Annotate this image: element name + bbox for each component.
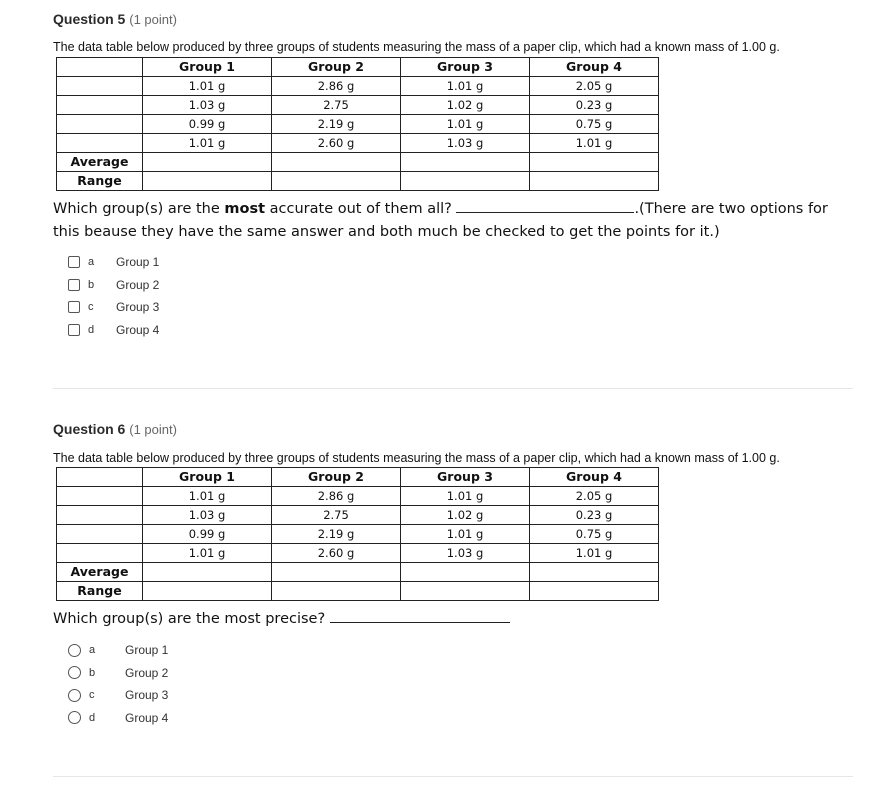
question-points: (1 point) xyxy=(129,12,177,27)
table-cell xyxy=(272,172,401,191)
table-row-average xyxy=(57,153,659,172)
checkbox[interactable] xyxy=(68,279,80,291)
table-header-cell: Group 2 xyxy=(272,58,401,77)
row-label-average: Average xyxy=(57,153,143,172)
table-cell: 2.19 g xyxy=(272,115,401,134)
table-cell: 1.01 g xyxy=(143,544,272,563)
option-d[interactable] xyxy=(68,707,168,730)
option-c[interactable] xyxy=(68,296,159,319)
table-cell xyxy=(57,525,143,544)
data-table xyxy=(56,467,659,601)
table-cell xyxy=(530,172,659,191)
table-header-cell: Group 1 xyxy=(143,468,272,487)
question-prompt xyxy=(53,608,843,631)
table-cell: 1.01 g xyxy=(143,487,272,506)
table-cell: 1.01 g xyxy=(401,487,530,506)
option-d[interactable] xyxy=(68,319,159,342)
prompt-tail: .(There are two options for this beause they have the same answer and both much be checked to get the points for it.) xyxy=(53,201,828,240)
radio-button[interactable] xyxy=(68,666,81,679)
prompt-text: Which group(s) are the most precise? xyxy=(53,611,326,627)
table-cell: 1.02 g xyxy=(401,506,530,525)
option-letter: a xyxy=(88,256,95,269)
table-cell xyxy=(57,77,143,96)
option-label: Group 2 xyxy=(125,665,169,680)
table-cell xyxy=(57,544,143,563)
row-label-range: Range xyxy=(57,582,143,601)
table-cell xyxy=(272,153,401,172)
option-label: Group 1 xyxy=(116,255,160,270)
table-cell: 2.86 g xyxy=(272,487,401,506)
table-cell xyxy=(401,153,530,172)
table-cell xyxy=(143,153,272,172)
table-row xyxy=(57,77,659,96)
row-label-range: Range xyxy=(57,172,143,191)
table-cell: 2.19 g xyxy=(272,525,401,544)
radio-button[interactable] xyxy=(68,689,81,702)
table-cell: 1.01 g xyxy=(401,77,530,96)
table-cell: 2.75 xyxy=(272,506,401,525)
option-letter: a xyxy=(89,644,96,657)
checkbox[interactable] xyxy=(68,324,80,336)
question-intro: The data table below produced by three groups of students measuring the mass of a paper clip, which had a known mass of 1.00 g. xyxy=(53,451,780,465)
table-row xyxy=(57,115,659,134)
table-cell xyxy=(57,506,143,525)
option-label: Group 3 xyxy=(116,300,160,315)
option-b[interactable] xyxy=(68,662,168,685)
table-header-cell xyxy=(57,468,143,487)
table-row-average xyxy=(57,563,659,582)
table-cell xyxy=(401,172,530,191)
option-label: Group 4 xyxy=(125,710,169,725)
table-row xyxy=(57,525,659,544)
table-row-range xyxy=(57,172,659,191)
table-cell xyxy=(57,134,143,153)
table-cell xyxy=(57,487,143,506)
table-cell: 2.86 g xyxy=(272,77,401,96)
table-cell: 1.03 g xyxy=(401,134,530,153)
question-number: Question 5 xyxy=(53,11,126,27)
table-cell: 0.75 g xyxy=(530,115,659,134)
option-a[interactable] xyxy=(68,639,168,662)
question-intro: The data table below produced by three groups of students measuring the mass of a paper clip, which had a known mass of 1.00 g. xyxy=(53,40,780,54)
table-cell xyxy=(57,115,143,134)
option-letter: c xyxy=(88,301,94,314)
question-header xyxy=(53,421,177,437)
table-header-cell: Group 3 xyxy=(401,58,530,77)
option-label: Group 4 xyxy=(116,322,160,337)
question-divider xyxy=(53,776,853,777)
answer-options xyxy=(68,639,168,729)
option-b[interactable] xyxy=(68,274,159,297)
prompt-text: accurate out of them all? xyxy=(265,201,452,217)
data-table xyxy=(56,57,659,191)
option-letter: c xyxy=(89,689,95,702)
table-header-cell: Group 4 xyxy=(530,58,659,77)
option-label: Group 2 xyxy=(116,277,160,292)
table-row xyxy=(57,506,659,525)
table-header-cell xyxy=(57,58,143,77)
table-cell xyxy=(57,96,143,115)
table-header-cell: Group 2 xyxy=(272,468,401,487)
table-row xyxy=(57,544,659,563)
table-cell xyxy=(530,153,659,172)
table-cell: 1.01 g xyxy=(530,544,659,563)
table-cell xyxy=(272,563,401,582)
option-letter: d xyxy=(88,323,95,336)
table-cell: 2.05 g xyxy=(530,487,659,506)
table-cell: 1.02 g xyxy=(401,96,530,115)
table-cell: 1.03 g xyxy=(401,544,530,563)
table-cell: 0.99 g xyxy=(143,115,272,134)
answer-blank xyxy=(456,198,634,213)
option-letter: b xyxy=(89,666,96,679)
radio-button[interactable] xyxy=(68,644,81,657)
option-letter: d xyxy=(89,711,96,724)
answer-blank xyxy=(330,608,510,623)
question-points: (1 point) xyxy=(129,422,177,437)
table-row xyxy=(57,134,659,153)
table-cell: 2.60 g xyxy=(272,544,401,563)
option-label: Group 1 xyxy=(125,643,169,658)
question-divider xyxy=(53,388,853,389)
table-header-row xyxy=(57,58,659,77)
question-prompt xyxy=(53,198,843,244)
table-cell: 1.01 g xyxy=(401,115,530,134)
question-header xyxy=(53,11,177,27)
prompt-text: Which group(s) are the xyxy=(53,201,225,217)
table-row xyxy=(57,487,659,506)
table-cell xyxy=(530,563,659,582)
table-cell: 1.01 g xyxy=(143,134,272,153)
table-row xyxy=(57,96,659,115)
table-header-row xyxy=(57,468,659,487)
row-label-average: Average xyxy=(57,563,143,582)
option-c[interactable] xyxy=(68,684,168,707)
table-header-cell: Group 4 xyxy=(530,468,659,487)
table-cell: 0.23 g xyxy=(530,96,659,115)
table-cell: 1.01 g xyxy=(143,77,272,96)
prompt-emphasis: most xyxy=(224,201,266,217)
option-label: Group 3 xyxy=(125,688,169,703)
table-cell: 1.01 g xyxy=(530,134,659,153)
table-cell xyxy=(401,563,530,582)
checkbox[interactable] xyxy=(68,256,80,268)
table-cell xyxy=(143,172,272,191)
table-cell: 1.01 g xyxy=(401,525,530,544)
table-cell xyxy=(143,563,272,582)
checkbox[interactable] xyxy=(68,301,80,313)
table-cell: 2.75 xyxy=(272,96,401,115)
table-cell: 0.75 g xyxy=(530,525,659,544)
table-cell: 0.99 g xyxy=(143,525,272,544)
table-cell xyxy=(530,582,659,601)
table-cell: 0.23 g xyxy=(530,506,659,525)
radio-button[interactable] xyxy=(68,711,81,724)
table-cell: 1.03 g xyxy=(143,506,272,525)
option-a[interactable] xyxy=(68,251,159,274)
question-number: Question 6 xyxy=(53,421,126,437)
table-cell xyxy=(401,582,530,601)
table-cell: 2.60 g xyxy=(272,134,401,153)
answer-options xyxy=(68,251,159,341)
table-cell xyxy=(143,582,272,601)
table-cell: 2.05 g xyxy=(530,77,659,96)
table-header-cell: Group 3 xyxy=(401,468,530,487)
option-letter: b xyxy=(88,278,95,291)
table-header-cell: Group 1 xyxy=(143,58,272,77)
table-cell xyxy=(272,582,401,601)
table-row-range xyxy=(57,582,659,601)
table-cell: 1.03 g xyxy=(143,96,272,115)
